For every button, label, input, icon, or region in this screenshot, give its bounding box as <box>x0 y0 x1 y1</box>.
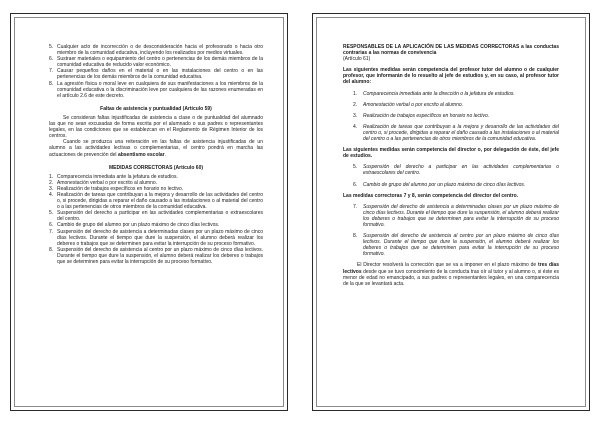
director-competence-intro: Las medidas correctoras 7 y 8, serán competencia del director del centro. <box>343 192 519 199</box>
director-resolution-paragraph: El Director resolverá la corrección que se va a imponer en el plazo máximo de tres días lectivos desde que se tuvo conocimiento de la conducta tras oír al tutor y al alumno o, si éste es menor de edad no emancipado, a sus padres o representantes legales, en una comparecencia de la que se levantará acta. <box>343 262 560 287</box>
measures-list <box>49 174 263 265</box>
conduct-list <box>49 44 263 99</box>
corrective-measures-heading: MEDIDAS CORRECTORAS (Artículo 60) <box>108 164 204 171</box>
conduct-item-5: 5. Cualquier acto de incorrección o de desconsideración hacia el profesorado o hacia otro miembro de la comunidad educativa, incluyendo los realizados por medios virtuales. <box>49 44 263 57</box>
measure-item-7: 7. Suspensión del derecho de asistencia a determinadas clases por un plazo máximo de cinco días lectivos. Durante el tiempo que dure la suspensión, el alumno deberá realizar los deberes o trabajos que se determinen para evitar la interrupción de su proceso formativo. <box>49 228 263 247</box>
conduct-item-6: 6. Sustraer materiales o equipamiento del centro o pertenencias de los demás miembros de la comunidad educativa de reducido valor económico. <box>49 56 263 69</box>
responsibles-article-ref: (Artículo 61) <box>343 56 371 63</box>
conduct-item-7: 7. Causar pequeños daños en el material o en las instalaciones del centro o en las pertenencias de los demás miembros de la comunidad educativa. <box>49 68 263 81</box>
measure-item-8: 8. Suspensión del derecho de asistencia al centro por un plazo máximo de cinco días lectivos. Durante el tiempo que dure la suspensión, el alumno deberá realizar los deberes o trabajos que se determinen para evitar la interrupción de su proceso formativo. <box>49 246 263 265</box>
left-page-content <box>49 44 263 265</box>
measure-item-5: 5. Suspensión del derecho a participar en las actividades complementarias o extraescolares del centro. <box>49 210 263 223</box>
right-page <box>312 13 590 411</box>
tutor-measure-1: 1. Comparecencia inmediata ante la dirección o la jefatura de estudios. <box>353 90 515 97</box>
measure-item-2: 2. Amonestación verbal o por escrito al alumno. <box>49 179 158 186</box>
attendance-paragraph-1: Se consideran faltas injustificadas de asistencia a clase o de puntualidad del alumnado las que no sean excusadas de forma escrita por el alumnado o sus padres o representantes legales, en las condiciones que se establezcan en el Reglamento de Régimen Interior de los centros. <box>49 114 263 140</box>
tutor-measure-4: 4. Realización de tareas que contribuyan a la mejora y desarrollo de las actividades del centro o, si procede, dirigidas a reparar el daño causado a las instalaciones o al material del centro o a las pertenencias de otros miembros de la comunidad educativa. <box>353 123 559 143</box>
right-page-content <box>343 44 559 287</box>
measure-item-3: 3. Realización de trabajos específicos en horario no lectivo. <box>49 185 184 192</box>
conduct-item-8: 8. La agresión física o moral leve en cualquiera de sus manifestaciones a los miembros de la comunidad educativa o la discriminación leve por cualquiera de las razones enumeradas en el artículo 2.6 de este decreto. <box>49 80 263 99</box>
director-delegation-intro: Las siguientes medidas serán competencia del director o, por delegación de éste, del jefe de estudios. <box>343 147 559 160</box>
measure-item-4: 4. Realización de tareas que contribuyan a la mejora y desarrollo de las actividades del centro o, si procede, dirigidas a reparar el daño causado a las instalaciones o al material del centro o a las pertenencias de otros miembros de la comunidad educativa. <box>49 191 263 211</box>
measure-item-1: 1. Comparecencia inmediata ante la jefatura de estudios. <box>49 173 178 180</box>
tutor-measure-2: 2. Amonestación verbal o por escrito al alumno. <box>353 101 464 108</box>
attendance-heading: Faltas de asistencia y puntualidad (Artículo 59) <box>100 105 212 112</box>
attendance-paragraph-2: Cuando se produzca una reiteración en las faltas de asistencia injustificadas de un alumno a las actividades lectivas o complementarias, el centro pondrá en marcha las actuaciones de prevención del absentismo escolar. <box>49 139 263 158</box>
measure-item-6: 6. Cambio de grupo del alumno por un plazo máximo de cinco días lectivos. <box>49 222 220 229</box>
left-page <box>10 13 288 411</box>
tutor-measure-3: 3. Realización de trabajos específicos en horario no lectivo. <box>353 112 490 119</box>
responsibles-heading: RESPONSABLES DE LA APLICACIÓN DE LAS MEDIDAS CORRECTORAS a las conductas contrarias a las normas de convivencia <box>343 44 559 57</box>
director-measure-6: 6. Cambio de grupo del alumno por un plazo máximo de cinco días lectivos. <box>353 181 526 188</box>
director-measure-5: 5. Suspensión del derecho a participar en las actividades complementarias o extraescolares del centro. <box>353 164 559 177</box>
tutor-competence-intro: Las siguientes medidas serán competencia del profesor tutor del alumno o de cualquier profesor, que informarán de lo resuelto al jefe de estudios y, en su caso, al profesor tutor del alumno: <box>343 67 559 86</box>
director-measure-8: 8. Suspensión del derecho de asistencia al centro por un plazo máximo de cinco días lectivos. Durante el tiempo que dure la suspensión, el alumno deberá realizar los deberes o trabajos que se determinen para evitar la interrupción de su proceso formativo. <box>353 233 559 258</box>
director-measure-7: 7. Suspensión del derecho de asistencia a determinadas clases por un plazo máximo de cinco días lectivos. Durante el tiempo que dure la suspensión, el alumno deberá realizar los deberes o trabajos que se determinen para evitar la interrupción de su proceso formativo. <box>353 203 559 228</box>
